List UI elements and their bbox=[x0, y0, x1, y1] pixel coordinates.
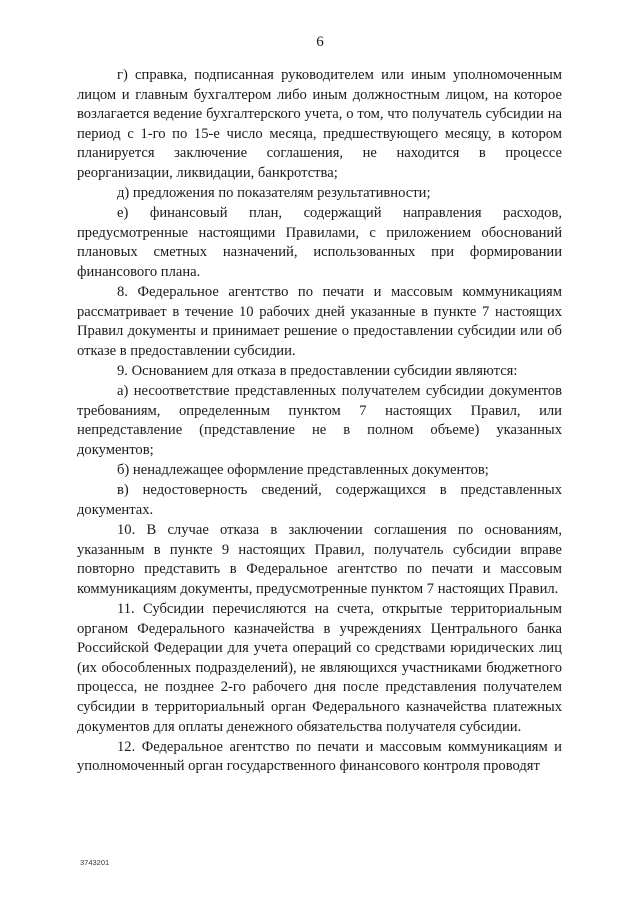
paragraph-d: д) предложения по показателям результативности; bbox=[117, 185, 431, 202]
paragraph-8: 8. Федеральное агентство по печати и массовым коммуникациям рассматривает в течение 10 рабочих дней указанные в пункте 7 настоящих Правил документы и принимает решение о предоставлении субсидии или об отказе в предоставлении субсидии. bbox=[77, 284, 562, 359]
paragraph-10: 10. В случае отказа в заключении соглашения по основаниям, указанным в пункте 9 настоящих Правил, получатель субсидии вправе повторно представить в Федеральное агентство по печати и массовым коммуникациям документы, предусмотренные пунктом 7 настоящих Правил. bbox=[77, 522, 562, 597]
paragraph-g: г) справка, подписанная руководителем или иным уполномоченным лицом и главным бухгалтером либо иным должностным лицом, на которое возлагается ведение бухгалтерского учета, о том, что получатель субсидии на период с 1-го по 15-е число месяца, предшествующего месяцу, в котором планируется заключение соглашения, не находится в процессе реорганизации, ликвидации, банкротства; bbox=[77, 67, 562, 181]
paragraph-9: 9. Основанием для отказа в предоставлении субсидии являются: bbox=[117, 363, 518, 380]
paragraph-9v: в) недостоверность сведений, содержащихся в представленных документах. bbox=[77, 482, 562, 518]
page-number: 6 bbox=[316, 34, 324, 50]
document-code: 3743201 bbox=[80, 858, 110, 867]
document-body bbox=[77, 66, 562, 777]
paragraph-9a: а) несоответствие представленных получателем субсидии документов требованиям, определенным пунктом 7 настоящих Правил, или непредставление (представление не в полном объеме) указанных документов; bbox=[77, 383, 562, 459]
paragraph-e: е) финансовый план, содержащий направления расходов, предусмотренные настоящими Правилами, с приложением обоснований плановых сметных назначений, использованных при формировании финансового плана. bbox=[77, 205, 562, 281]
paragraph-9b: б) ненадлежащее оформление представленных документов; bbox=[117, 462, 489, 479]
paragraph-11: 11. Субсидии перечисляются на счета, открытые территориальным органом Федерального казначейства в учреждениях Центрального банка Российской Федерации для учета операций со средствами юридических лиц (их обособленных подразделений), не являющихся участниками бюджетного процесса, не позднее 2-го рабочего дня после представления получателем субсидии в территориальный орган Федерального казначейства платежных документов для оплаты денежного обязательства получателя субсидии. bbox=[77, 600, 562, 735]
paragraph-12: 12. Федеральное агентство по печати и массовым коммуникациям и уполномоченный орган государственного финансового контроля проводят bbox=[77, 738, 562, 775]
